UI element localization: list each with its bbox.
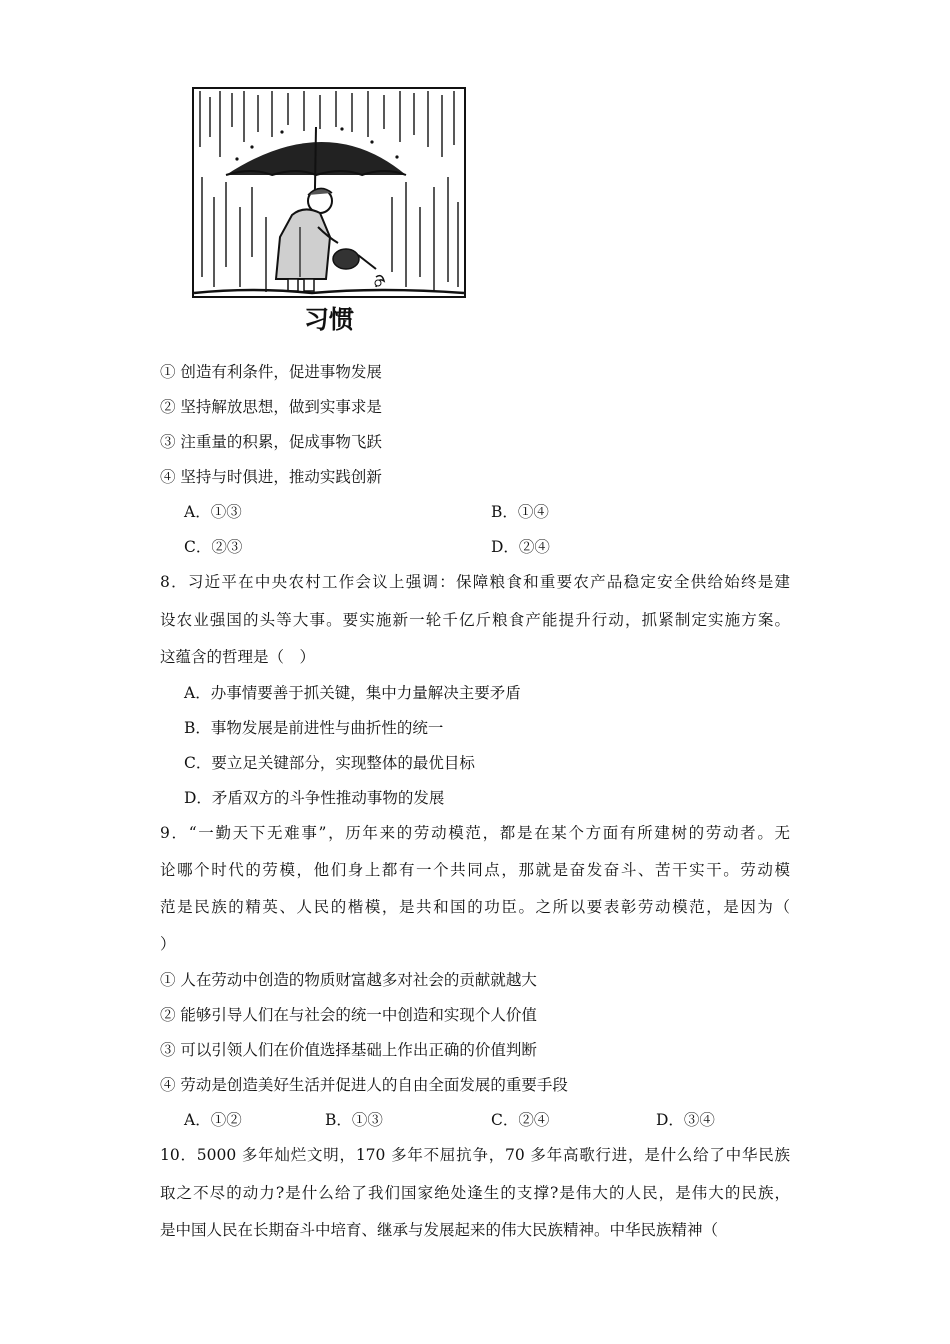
q8-stem-line-1: 8．习近平在中央农村工作会议上强调：保障粮食和重要农产品稳定安全供给始终是建: [160, 573, 790, 591]
q8-option-c[interactable]: C．要立足关键部分，实现整体的最优目标: [184, 754, 475, 772]
q9-option-b[interactable]: B．①③: [325, 1111, 383, 1129]
figure-caption: 习惯: [303, 305, 354, 334]
q9-statement-1: ① 人在劳动中创造的物质财富越多对社会的贡献就越大: [160, 971, 537, 989]
q7-statement-3: ③ 注重量的积累，促成事物飞跃: [160, 433, 382, 451]
q9-stem-line-1: 9．“一勤天下无难事”，历年来的劳动模范，都是在某个方面有所建树的劳动者。无: [160, 824, 790, 842]
q7-statement-2: ② 坚持解放思想，做到实事求是: [160, 398, 382, 416]
q7-option-b[interactable]: B．①④: [491, 503, 549, 521]
q10-stem-line-2: 取之不尽的动力?是什么给了我们国家绝处逢生的支撑?是伟大的人民，是伟大的民族，: [160, 1184, 790, 1202]
q9-stem-line-3: 范是民族的精英、人民的楷模，是共和国的功臣。之所以要表彰劳动模范，是因为（: [160, 898, 790, 916]
q9-option-a[interactable]: A．①②: [184, 1111, 242, 1129]
q9-statement-2: ② 能够引导人们在与社会的统一中创造和实现个人价值: [160, 1006, 537, 1024]
q8-option-d[interactable]: D．矛盾双方的斗争性推动事物的发展: [184, 789, 445, 807]
q7-statement-4: ④ 坚持与时俱进，推动实践创新: [160, 468, 382, 486]
q8-stem-line-3: 这蕴含的哲理是（ ）: [160, 648, 316, 666]
q9-stem-line-4: ）: [160, 935, 176, 953]
q10-stem-line-1: 10．5000 多年灿烂文明，170 多年不屈抗争，70 多年高歌行进，是什么给了中华民族: [160, 1146, 790, 1164]
q9-option-d[interactable]: D．③④: [656, 1111, 715, 1129]
q7-option-d[interactable]: D．②④: [491, 538, 550, 556]
q7-statement-1: ① 创造有利条件，促进事物发展: [160, 363, 382, 381]
cartoon-umbrella-rain-image: [192, 87, 466, 300]
q7-option-a[interactable]: A．①③: [184, 503, 242, 521]
q9-stem-line-2: 论哪个时代的劳模，他们身上都有一个共同点，那就是奋发奋斗、苦干实干。劳动模: [160, 861, 790, 879]
q7-option-c[interactable]: C．②③: [184, 538, 243, 556]
q9-option-c[interactable]: C．②④: [491, 1111, 550, 1129]
q10-stem-line-3: 是中国人民在长期奋斗中培育、继承与发展起来的伟大民族精神。中华民族精神（: [160, 1221, 719, 1239]
q9-statement-4: ④ 劳动是创造美好生活并促进人的自由全面发展的重要手段: [160, 1076, 568, 1094]
q9-statement-3: ③ 可以引领人们在价值选择基础上作出正确的价值判断: [160, 1041, 537, 1059]
q8-option-b[interactable]: B．事物发展是前进性与曲折性的统一: [184, 719, 444, 737]
q8-stem-line-2: 设农业强国的头等大事。要实施新一轮千亿斤粮食产能提升行动，抓紧制定实施方案。: [160, 611, 790, 629]
q8-option-a[interactable]: A．办事情要善于抓关键，集中力量解决主要矛盾: [184, 684, 521, 702]
